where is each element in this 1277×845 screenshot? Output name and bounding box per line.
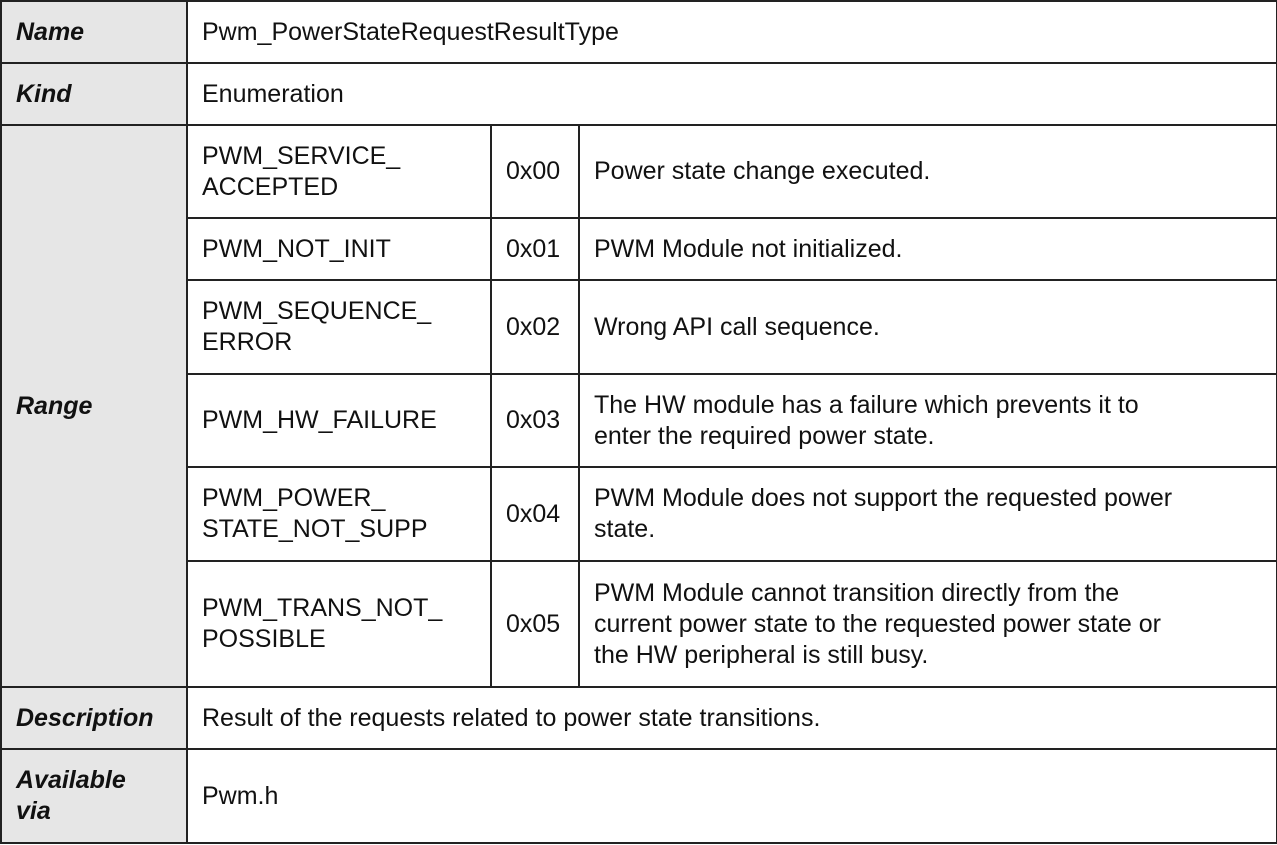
name-label: Name bbox=[1, 1, 187, 63]
range-row bbox=[1, 374, 1277, 467]
enum-name: PWM_HW_FAILURE bbox=[187, 374, 491, 467]
enum-description: Power state change executed. bbox=[579, 125, 1277, 218]
enum-description: PWM Module cannot transition directly from the current power state to the requested power state or the HW peripheral is still busy. bbox=[579, 561, 1277, 687]
enum-description: PWM Module not initialized. bbox=[579, 218, 1277, 280]
description-row bbox=[1, 687, 1277, 749]
enum-code: 0x04 bbox=[491, 467, 579, 561]
enum-code: 0x00 bbox=[491, 125, 579, 218]
enum-code: 0x05 bbox=[491, 561, 579, 687]
description-value: Result of the requests related to power state transitions. bbox=[187, 687, 1277, 749]
available-via-row bbox=[1, 749, 1277, 843]
range-label: Range bbox=[1, 125, 187, 687]
name-row bbox=[1, 1, 1277, 63]
enum-name: PWM_TRANS_NOT_ POSSIBLE bbox=[187, 561, 491, 687]
enum-description: Wrong API call sequence. bbox=[579, 280, 1277, 374]
enum-code: 0x01 bbox=[491, 218, 579, 280]
kind-value: Enumeration bbox=[187, 63, 1277, 125]
enum-description: The HW module has a failure which prevents it to enter the required power state. bbox=[579, 374, 1277, 467]
enum-code: 0x02 bbox=[491, 280, 579, 374]
enum-description: PWM Module does not support the requested power state. bbox=[579, 467, 1277, 561]
enum-name: PWM_SERVICE_ ACCEPTED bbox=[187, 125, 491, 218]
enum-name: PWM_SEQUENCE_ ERROR bbox=[187, 280, 491, 374]
available-via-label: Available via bbox=[1, 749, 187, 843]
range-row bbox=[1, 125, 1277, 218]
kind-label: Kind bbox=[1, 63, 187, 125]
range-row bbox=[1, 561, 1277, 687]
kind-row bbox=[1, 63, 1277, 125]
enum-code: 0x03 bbox=[491, 374, 579, 467]
available-via-value: Pwm.h bbox=[187, 749, 1277, 843]
description-label: Description bbox=[1, 687, 187, 749]
range-row bbox=[1, 218, 1277, 280]
enum-name: PWM_POWER_ STATE_NOT_SUPP bbox=[187, 467, 491, 561]
name-value: Pwm_PowerStateRequestResultType bbox=[187, 1, 1277, 63]
range-row bbox=[1, 467, 1277, 561]
enum-name: PWM_NOT_INIT bbox=[187, 218, 491, 280]
range-row bbox=[1, 280, 1277, 374]
